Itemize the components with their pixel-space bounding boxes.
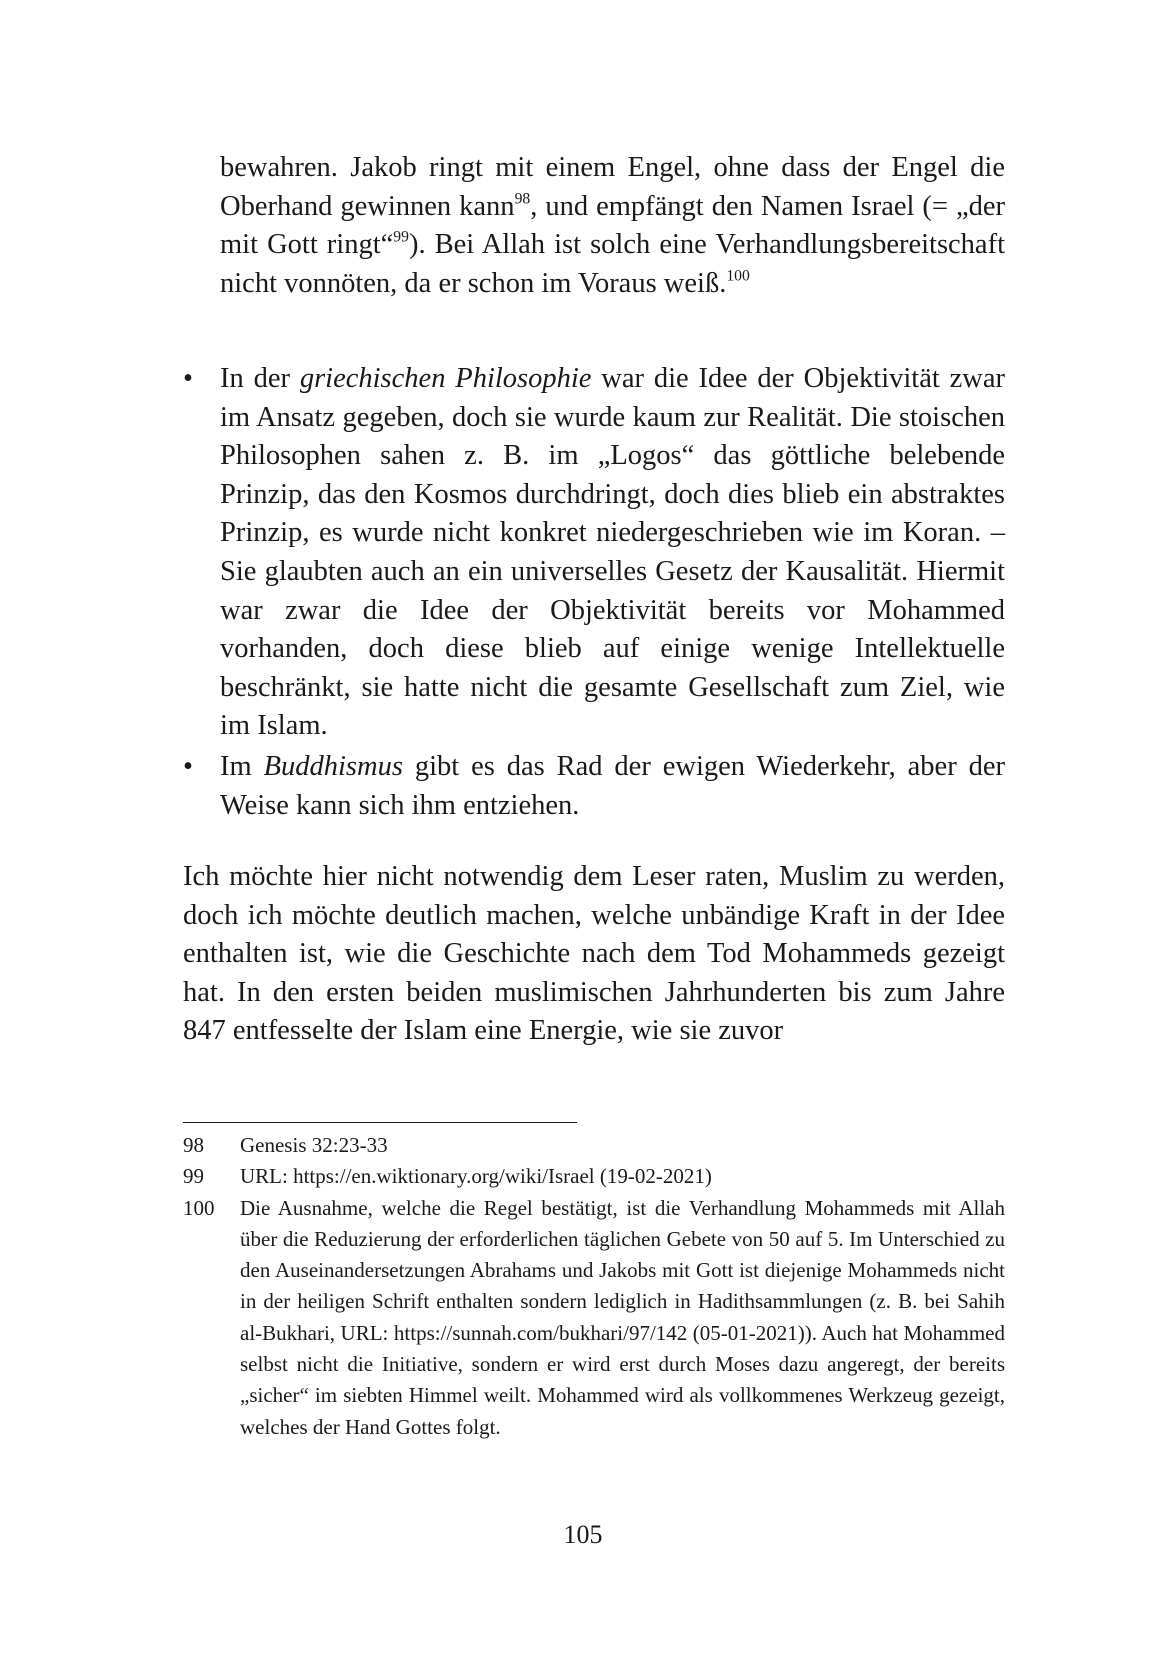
bullet-item-buddhism [183, 748, 1005, 825]
bullet-item-philosophy [183, 360, 1005, 746]
bullet-text-pre: Im [220, 750, 264, 782]
footnote-ref-99: 99 [393, 228, 409, 246]
footnote-number: 100 [183, 1195, 215, 1220]
footnote-number: 99 [183, 1164, 204, 1189]
footnote-text: Die Ausnahme, welche die Regel bestätigt, ist die Verhandlung Mohammeds mit Allah über die Reduzierung der erforderlichen täglichen Gebete von 50 auf 5. Im Unterschied zu den Auseinandersetzungen Abrahams und Jakobs mit Gott ist diejenige Mohammeds nicht in der heiligen Schrift enthalten sondern lediglich in Hadithsammlungen (z. B. bei Sahih al-Bukhari, URL: https://sunnah.com/bukhari/97/142 (05-01-2021)). Auch hat Mohammed selbst nicht die Initiative, sondern er wird erst durch Moses dazu angeregt, der bereits „sicher“ im siebten Himmel weilt. Mohammed wird als vollkommenes Werkzeug gezeigt, welches der Hand Gottes folgt. [240, 1195, 1005, 1439]
bullet-mark: • [183, 363, 193, 394]
footnote-ref-100: 100 [726, 267, 750, 285]
footnotes [183, 1130, 1005, 1443]
footnote-99 [183, 1161, 1005, 1192]
footnote-98 [183, 1130, 1005, 1161]
bullet-text-post: war die Idee der Objektivität zwar im Ansatz gegeben, doch sie wurde kaum zur Realität. Die stoischen Philosophen sahen z. B. im „Logos“ das göttliche belebende Prinzip, das den Kosmos durchdringt, doch dies blieb ein abstraktes Prinzip, es wurde nicht konkret niedergeschrieben wie im Koran. – Sie glaubten auch an ein universelles Gesetz der Kausalität. Hiermit war zwar die Idee der Objektivität bereits vor Mohammed vorhanden, doch diese blieb auf einige wenige Intellektuelle beschränkt, sie hatte nicht die gesamte Gesellschaft zum Ziel, wie im Islam. [220, 363, 1005, 742]
footnote-text: Genesis 32:23-33 [240, 1133, 388, 1157]
bullet-text-pre: In der [220, 363, 300, 394]
continuation-text-1: bewahren. Jakob ringt mit einem Engel, ohne dass der Engel die Oberhand gewinnen kann [220, 152, 1005, 222]
footnote-text: URL: https://en.wiktionary.org/wiki/Israel (19-02-2021) [240, 1164, 712, 1189]
continuation-text-2: , und empfängt den Namen Israel (= „der mit Gott ringt“ [220, 190, 1005, 261]
footnote-number: 98 [183, 1133, 204, 1157]
body-paragraph: Ich möchte hier nicht notwendig dem Leser raten, Muslim zu werden, doch ich möchte deutlich machen, welche unbändige Kraft in der Idee enthalten ist, wie die Geschichte nach dem Tod Mohammeds gezeigt hat. In den ersten beiden muslimischen Jahrhunderten bis zum Jahre 847 entfesselte der Islam eine Energie, wie sie zuvor [183, 861, 1005, 1047]
bullet-mark: • [183, 750, 193, 782]
continuation-paragraph [220, 149, 1005, 303]
bullet-text-emphasis: Buddhismus [263, 750, 403, 782]
bullet-list [183, 360, 1005, 827]
continuation-text-3: ). Bei Allah ist solch eine Verhandlungsbereitschaft nicht vonnöten, da er schon im Voraus weiß. [220, 229, 1005, 299]
footnote-separator [183, 1122, 577, 1123]
footnote-100 [183, 1193, 1005, 1443]
bullet-text-post: gibt es das Rad der ewigen Wiederkehr, aber der Weise kann sich ihm entziehen. [220, 750, 1005, 821]
bullet-text-emphasis: griechischen Philosophie [299, 363, 592, 394]
footnote-ref-98: 98 [514, 189, 531, 207]
page-number: 105 [563, 1520, 603, 1549]
